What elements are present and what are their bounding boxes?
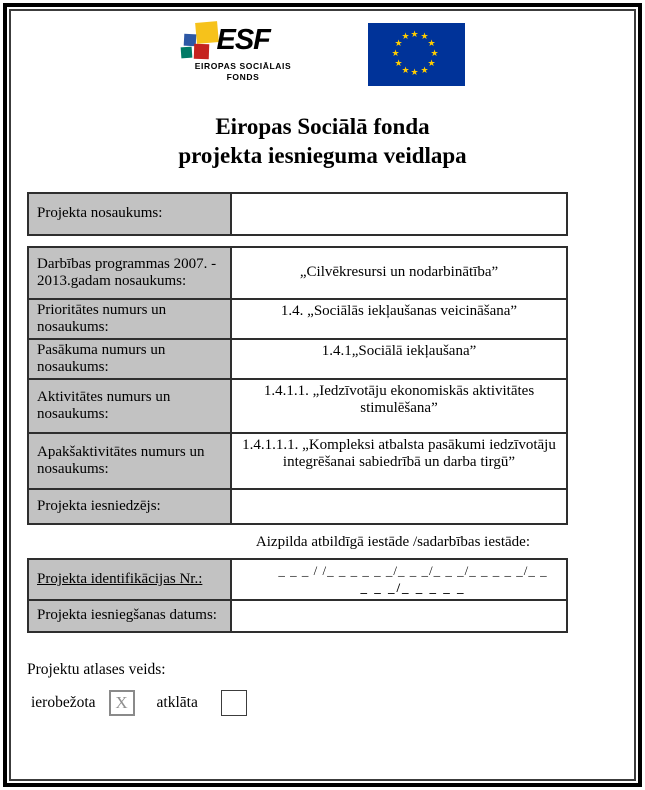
page-title [11, 112, 634, 171]
eu-star-icon: ★ [401, 32, 410, 42]
programme-table [27, 246, 568, 525]
form-page [9, 9, 636, 781]
table-row [28, 299, 567, 339]
priority-value: 1.4. „Sociālās iekļaušanas veicināšana” [231, 299, 567, 339]
eu-star-icon: ★ [391, 49, 400, 59]
esf-subtitle [181, 61, 306, 82]
project-id-pattern-line1: _ _ _ / /_ _ _ _ _ _/_ _ _/_ _ _/_ _ _ _ _/_ _ [278, 562, 548, 578]
applicant-value-cell[interactable] [231, 489, 567, 524]
project-name-label: Projekta nosaukums: [28, 193, 231, 235]
table-row [28, 339, 567, 379]
activity-label: Aktivitātes numurs un nosaukums: [28, 379, 231, 433]
eu-star-icon: ★ [410, 30, 419, 40]
checkbox-atklata[interactable] [221, 690, 247, 716]
table-row [28, 379, 567, 433]
esf-square-yellow-icon [195, 21, 219, 44]
header-logos [11, 22, 634, 88]
activity-value: 1.4.1.1. „Iedzīvotāju ekonomiskās aktivitātes stimulēšana” [231, 379, 567, 433]
page-outer-border [3, 3, 642, 787]
official-use-note: Aizpilda atbildīgā iestāde /sadarbības iestāde: [255, 533, 530, 550]
table-row [28, 433, 567, 489]
measure-value: 1.4.1„Sociālā iekļaušana” [231, 339, 567, 379]
selection-type-label: Projektu atlases veids: [27, 660, 166, 678]
identification-table [27, 558, 568, 633]
esf-square-green-icon [180, 47, 192, 59]
project-id-pattern-line2: _ _ _/_ _ _ _ _ [360, 579, 466, 595]
measure-label: Pasākuma numurs un nosaukums: [28, 339, 231, 379]
project-name-value-cell[interactable] [231, 193, 567, 235]
eu-star-icon: ★ [420, 66, 429, 76]
esf-subtitle-line2: FONDS [226, 71, 260, 82]
eu-flag [368, 23, 465, 86]
selection-type-options [31, 690, 634, 716]
project-id-label-cell [28, 559, 231, 600]
option-ierobezota-label: ierobežota [31, 693, 96, 711]
programme-name-label: Darbības programmas 2007. - 2013.gadam nosaukums: [28, 247, 231, 299]
table-row [28, 193, 567, 235]
esf-logo [181, 22, 306, 88]
project-name-table [27, 192, 568, 236]
programme-name-value: „Cilvēkresursi un nodarbinātība” [231, 247, 567, 299]
eu-star-icon: ★ [430, 49, 439, 59]
page-title-line1: Eiropas Sociālā fonda [215, 114, 430, 139]
subactivity-value: 1.4.1.1.1. „Kompleksi atbalsta pasākumi iedzīvotāju integrēšanai sabiedrībā un darba tirgū” [231, 433, 567, 489]
esf-logo-squares [181, 22, 221, 64]
eu-star-icon: ★ [420, 32, 429, 42]
option-atklata-label: atklāta [156, 693, 198, 711]
submission-date-label: Projekta iesniegšanas datums: [28, 600, 231, 632]
subactivity-label: Apakšaktivitātes numurs un nosaukums: [28, 433, 231, 489]
project-id-value-cell[interactable] [231, 559, 567, 600]
project-id-label: Projekta identifikācijas Nr.: [37, 570, 203, 587]
priority-label: Prioritātes numurs un nosaukums: [28, 299, 231, 339]
table-row [28, 559, 567, 600]
eu-star-icon: ★ [394, 59, 403, 69]
esf-square-red-icon [193, 44, 209, 60]
eu-star-icon: ★ [427, 39, 436, 49]
table-row [28, 247, 567, 299]
esf-subtitle-line1: EIROPAS SOCIĀLAIS [194, 61, 292, 71]
esf-abbreviation: ESF [216, 24, 270, 56]
page-title-line2: projekta iesnieguma veidlapa [178, 143, 467, 169]
submission-date-value-cell[interactable] [231, 600, 567, 632]
eu-star-icon: ★ [401, 66, 410, 76]
table-row [28, 489, 567, 524]
eu-star-icon: ★ [427, 59, 436, 69]
eu-star-icon: ★ [410, 68, 419, 78]
checkbox-ierobezota[interactable]: X [109, 690, 135, 716]
applicant-label: Projekta iesniedzējs: [28, 489, 231, 524]
eu-star-icon: ★ [394, 39, 403, 49]
table-row [28, 600, 567, 632]
